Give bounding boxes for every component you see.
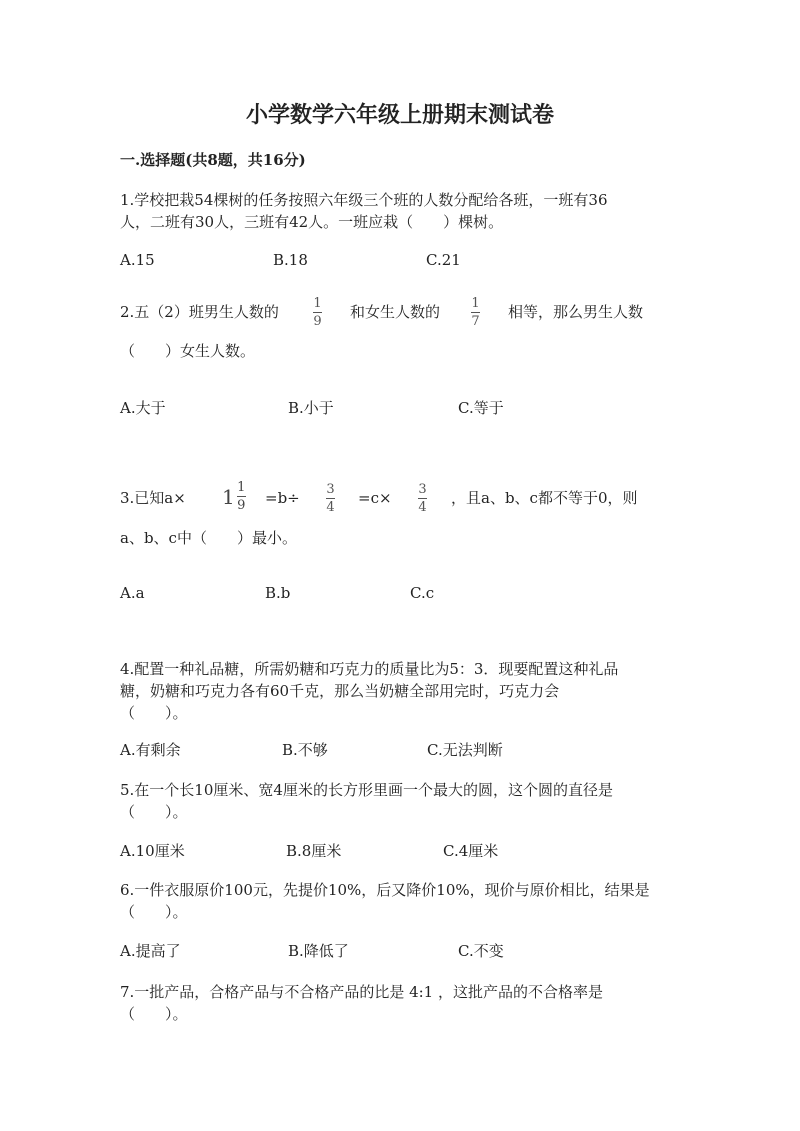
question-2-text-part-3: 相等，那么男生人数 [508,303,644,321]
fraction-numerator: 1 [313,296,322,311]
question-5-line-2: （ ）。 [120,803,188,821]
fraction-bar [471,312,480,313]
question-5-line-1: 5.在一个长10厘米、宽4厘米的长方形里画一个最大的圆，这个圆的直径是 [120,781,613,799]
question-4-option-c: C.无法判断 [427,741,503,759]
question-3-option-a: A.a [120,584,145,602]
question-7-line-1: 7.一批产品，合格产品与不合格产品的比是 4:1 ，这批产品的不合格率是 [120,983,603,1001]
question-5-option-a: A.10厘米 [120,842,185,860]
question-2-line-2: （ ）女生人数。 [120,342,256,360]
fraction-denominator: 4 [418,500,427,515]
page-title: 小学数学六年级上册期末测试卷 [245,102,554,128]
fraction-bar [313,312,322,313]
question-3-option-b: B.b [265,584,291,602]
question-6-line-1: 6.一件衣服原价100元，先提价10%，后又降价10%，现价与原价相比，结果是 [120,881,650,899]
section-heading: 一.选择题(共8题，共16分) [120,151,306,169]
question-2-option-c: C.等于 [458,399,504,417]
question-6-option-a: A.提高了 [120,942,181,960]
question-7-line-2: （ ）。 [120,1005,188,1023]
question-3-fraction-2 [418,482,427,515]
fraction-numerator: 3 [326,482,335,497]
fraction-bar [418,498,427,499]
question-4-option-a: A.有剩余 [120,741,181,759]
question-6-line-2: （ ）。 [120,903,188,921]
question-4-line-2: 糖，奶糖和巧克力各有60千克，那么当奶糖全部用完时，巧克力会 [120,682,560,700]
fraction-numerator: 3 [418,482,427,497]
fraction-numerator: 1 [471,296,480,311]
question-1-line-2: 人，二班有30人，三班有42人。一班应栽（ ）棵树。 [120,213,504,231]
question-6-option-c: C.不变 [458,942,504,960]
question-2-option-a: A.大于 [120,399,166,417]
question-4-line-1: 4.配置一种礼品糖，所需奶糖和巧克力的质量比为5：3．现要配置这种礼品 [120,660,619,678]
fraction-denominator: 7 [471,314,480,329]
question-1-option-b: B.18 [273,251,308,269]
question-3-fraction-1 [326,482,335,515]
question-3-mixed-number [222,480,246,513]
fraction-denominator: 9 [313,314,322,329]
question-2-fraction-1 [313,296,322,329]
question-3-text-part-2: =b÷ [265,489,300,507]
question-2-text-part-1: 2.五（2）班男生人数的 [120,303,279,321]
fraction-bar [237,496,246,497]
question-4-option-b: B.不够 [282,741,328,759]
question-1-line-1: 1.学校把栽54棵树的任务按照六年级三个班的人数分配给各班，一班有36 [120,191,608,209]
question-1-option-c: C.21 [426,251,461,269]
question-5-option-b: B.8厘米 [286,842,342,860]
question-1-option-a: A.15 [120,251,155,269]
fraction-denominator: 4 [326,500,335,515]
mixed-number-fraction [237,480,246,513]
question-4-line-3: （ ）。 [120,704,188,722]
question-2-text-part-2: 和女生人数的 [350,303,441,321]
question-2-fraction-2 [471,296,480,329]
question-2-option-b: B.小于 [288,399,334,417]
question-3-text-part-3: =c× [358,489,392,507]
question-3-option-c: C.c [410,584,435,602]
question-3-text-part-1: 3.已知a× [120,489,186,507]
fraction-denominator: 9 [237,498,246,513]
question-6-option-b: B.降低了 [288,942,349,960]
mixed-number-whole: 1 [222,484,235,509]
question-3-text-part-4: ，且a、b、c都不等于0，则 [451,489,638,507]
question-3-line-2: a、b、c中（ ）最小。 [120,529,297,547]
fraction-bar [326,498,335,499]
question-5-option-c: C.4厘米 [443,842,499,860]
fraction-numerator: 1 [237,480,246,495]
